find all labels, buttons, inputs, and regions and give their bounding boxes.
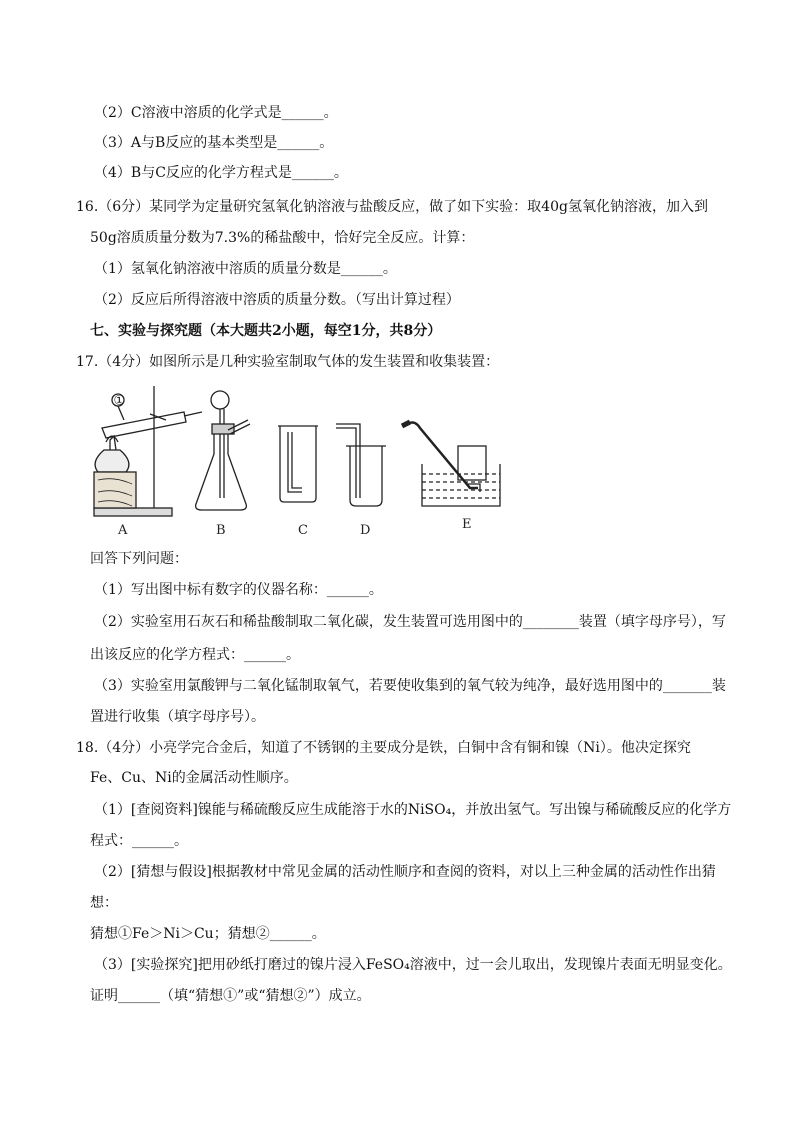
section-7-heading: 七、实验与探究题（本大题共2小题，每空1分，共8分） [90, 323, 442, 339]
question-16-line-2: 50g溶质质量分数为7.3%的稀盐酸中，恰好完全反应。计算： [90, 230, 475, 246]
gas-jar-c [280, 426, 316, 502]
label-a: A [118, 523, 128, 538]
label-b: B [216, 523, 226, 538]
question-16-line-1: 16.（6分）某同学为定量研究氢氧化钠溶液与盐酸反应，做了如下实验：取40g氢氧化钠溶液，加入到 [76, 199, 708, 215]
test-tube [102, 412, 186, 438]
label-d: D [360, 523, 371, 538]
apparatus-b [196, 391, 250, 538]
question-18-line-2: Fe、Cu、Ni的金属活动性顺序。 [90, 770, 298, 786]
question-18-part-2-line-1: （2）[猜想与假设]根据教材中常见金属的活动性顺序和查阅的资料，对以上三种金属的活动性作出猜 [94, 864, 716, 880]
question-18-part-3-line-1: （3）[实验探究]把用砂纸打磨过的镍片浸入FeSO₄溶液中，过一会儿取出，发现镍片表面无明显变化。 [94, 957, 732, 973]
question-18-line-1: 18.（4分）小亮学完合金后，知道了不锈钢的主要成分是铁，白铜中含有铜和镍（Ni）。他决定探究 [76, 740, 691, 756]
apparatus-a [94, 386, 202, 538]
question-18-part-3-line-2: 证明______（填“猜想①”或“猜想②”）成立。 [90, 988, 371, 1004]
question-18-hypothesis: 猜想①Fe＞Ni＞Cu；猜想②______。 [90, 926, 326, 942]
line-17-2-c-solute: （2）C溶液中溶质的化学式是______。 [94, 105, 338, 121]
line-17-4-equation: （4）B与C反应的化学方程式是______。 [94, 165, 348, 181]
question-17-part-2-line-1: （2）实验室用石灰石和稀盐酸制取二氧化碳，发生装置可选用图中的________装置（填字母序号），写 [94, 614, 726, 630]
question-17-part-3-line-2: 置进行收集（填字母序号）。 [90, 709, 265, 725]
question-17-part-3-line-1: （3）实验室用氯酸钾与二氧化锰制取氧气，若要使收集到的氧气较为纯净，最好选用图中的_______装 [94, 678, 726, 694]
wood-block [94, 472, 136, 508]
question-16-part-1: （1）氢氧化钠溶液中溶质的质量分数是______。 [94, 261, 397, 277]
question-17-part-1: （1）写出图中标有数字的仪器名称：______。 [94, 582, 383, 598]
apparatus-d [336, 424, 386, 538]
label-c: C [298, 523, 308, 538]
question-17-stem: 17.（4分）如图所示是几种实验室制取气体的发生装置和收集装置： [76, 354, 500, 370]
marker-1: ① [113, 393, 126, 409]
gas-jar-e [458, 446, 486, 480]
apparatus-c [278, 426, 318, 538]
apparatus-figure [80, 380, 520, 540]
question-17-answer-prompt: 回答下列问题： [90, 551, 188, 567]
question-18-part-1-line-1: （1）[查阅资料]镍能与稀硫酸反应生成能溶于水的NiSO₄，并放出氢气。写出镍与稀硫酸反应的化学方 [94, 802, 732, 818]
alcohol-lamp [95, 450, 129, 472]
conical-flask [196, 434, 247, 510]
question-18-part-2-line-2: 想： [90, 895, 118, 911]
question-17-part-2-line-2: 出该反应的化学方程式：______。 [90, 647, 300, 663]
stand-base [94, 508, 172, 516]
line-17-3-reaction-type: （3）A与B反应的基本类型是______。 [94, 135, 334, 151]
question-16-part-2: （2）反应后所得溶液中溶质的质量分数。（写出计算过程） [94, 292, 460, 308]
gas-jar-d [350, 446, 382, 506]
question-18-part-1-line-2: 程式：______。 [90, 833, 188, 849]
label-e: E [462, 517, 472, 532]
apparatus-e [402, 422, 500, 532]
